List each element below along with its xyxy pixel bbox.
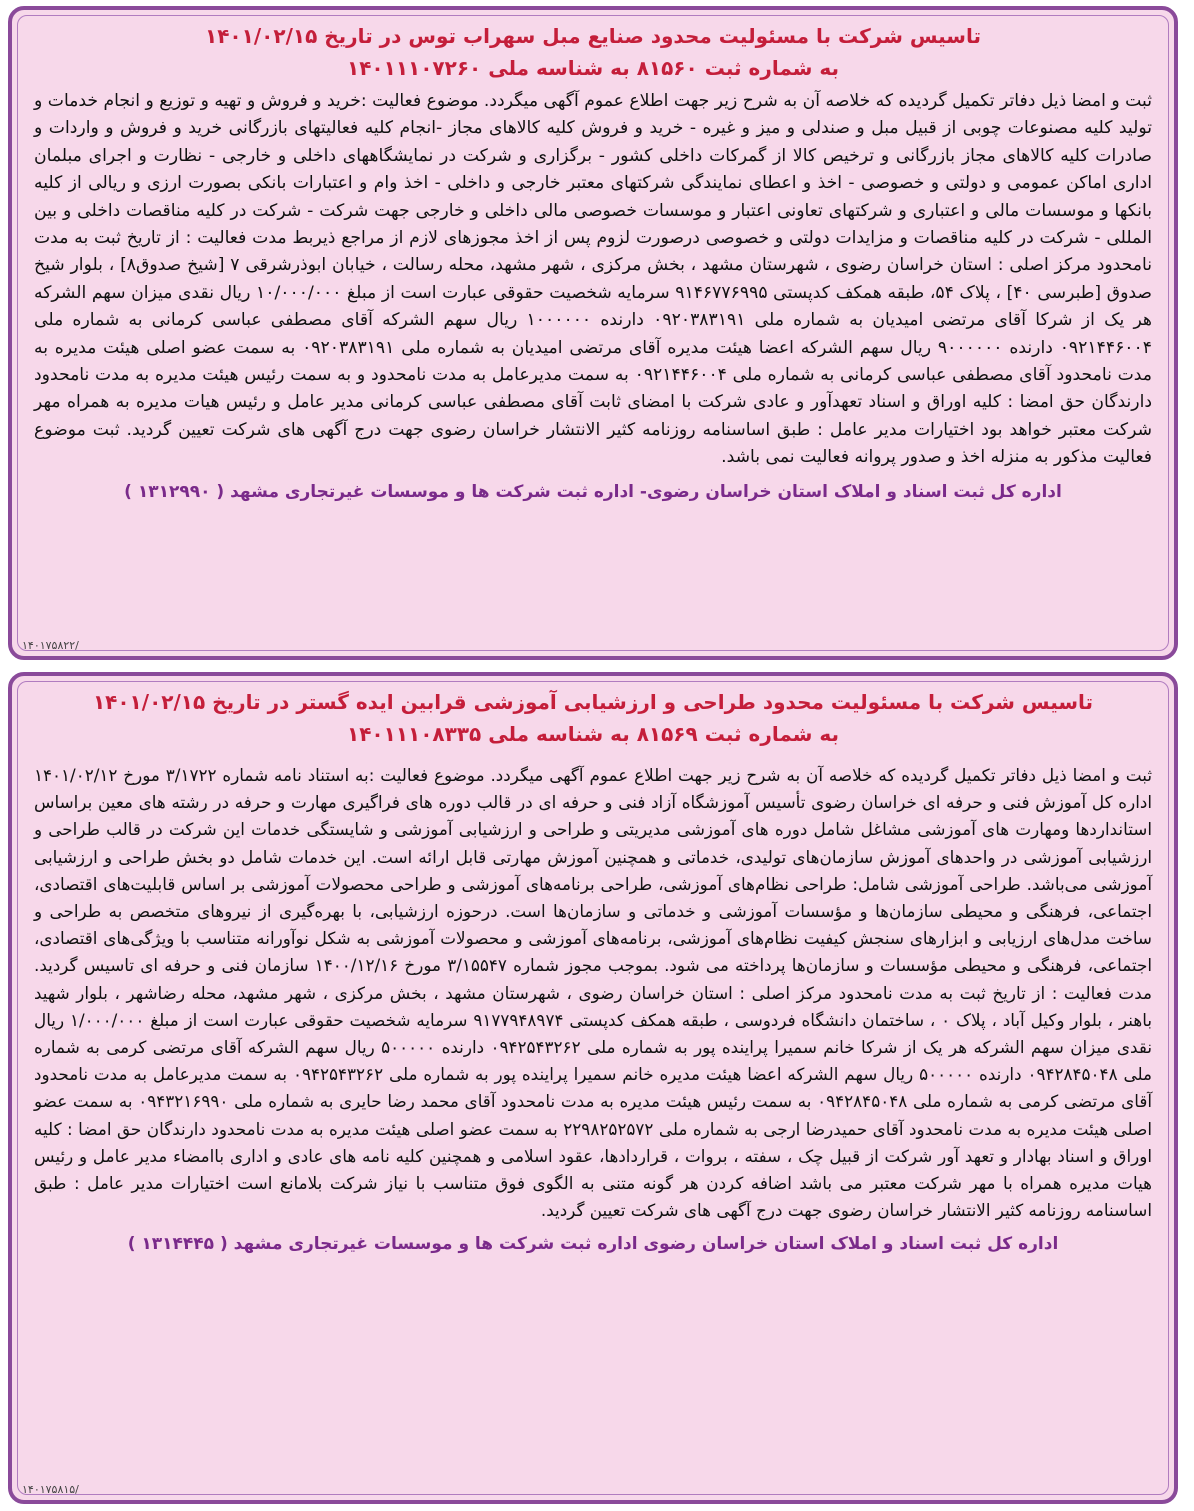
- notice-title-line-2: به شماره ثبت ۸۱۵۶۰ به شناسه ملی ۱۴۰۱۱۱۰۷۲۶۰: [346, 56, 840, 80]
- notice-title: [34, 20, 1152, 84]
- notice-title-line-1: تاسیس شرکت با مسئولیت محدود طراحی و ارزشیابی آموزشی قرابین ایده گستر در تاریخ ۱۴۰۱/۰۲/۱۵: [92, 690, 1094, 714]
- notice-company-registration-1: [8, 6, 1178, 660]
- notice-footer-issuer: اداره کل ثبت اسناد و املاک استان خراسان رضوی- اداره ثبت شرکت ها و موسسات غیرتجاری مشهد ( ۱۳۱۲۹۹۰ ): [124, 481, 1062, 502]
- notice-company-registration-2: [8, 672, 1178, 1504]
- notice-reference-number: ۱۴۰۱۷۵۸۲۲/: [22, 639, 79, 652]
- notice-body: ثبت و امضا ذیل دفاتر تکمیل گردیده که خلاصه آن به شرح زیر جهت اطلاع عموم آگهی میگردد. موضوع فعالیت :به استناد نامه شماره ۳/۱۷۲۲ مورخ ۱۴۰۱/۰۲/۱۲ اداره کل آموزش فنی و حرفه ای خراسان رضوی تأسیس آموزشگاه آزاد فنی و حرفه ای در قالب دوره های فراگیری مهارت و حرفه در رشته های معین براساس استانداردها ومهارت های آموزشی مشاغل شامل دوره های آموزشی مدیریتی و طراحی و ارزشیابی آموزشی و شایستگی خدمات این شرکت در قالب طراحی و ارزشیابی آموزشی در واحدهای آموزش سازمان‌های تولیدی، خدماتی و همچنین آموزش مهارتی قابل ارائه است. این خدمات شامل دو بخش طراحی و ارزشیابی آموزشی می‌باشد. طراحی آموزشی شامل: طراحی نظام‌های آموزشی، طراحی برنامه‌های آموزشی و طراحی محصولات آموزشی بر اساس قابلیت‌های اقتصادی، اجتماعی، فرهنگی و محیطی سازمان‌ها و مؤسسات آموزشی و خدماتی و سازمان‌ها است. درحوزه ارزشیابی، با بهره‌گیری از نیروهای متخصص به طراحی و ساخت مدل‌های ارزیابی و ابزارهای سنجش کیفیت نظام‌های آموزشی، برنامه‌های آموزشی و محصولات آموزشی به شکل نوآورانه متناسب با ویژگی‌های اقتصادی، اجتماعی، فرهنگی و محیطی مؤسسات و سازمان‌ها پرداخته می شود. بموجب مجوز شماره ۳/۱۵۵۴۷ مورخ ۱۴۰۰/۱۲/۱۶ سازمان فنی و حرفه ای تاسیس گردید. مدت فعالیت : از تاریخ ثبت به مدت نامحدود مرکز اصلی : استان خراسان رضوی ، شهرستان مشهد ، بخش مرکزی ، شهر مشهد، محله رضاشهر ، بلوار شهید باهنر ، بلوار وکیل آباد ، پلاک ۰ ، ساختمان دانشگاه فردوسی ، طبقه همکف کدپستی ۹۱۷۷۹۴۸۹۷۴ سرمایه شخصیت حقوقی عبارت است از مبلغ ۱/۰۰۰/۰۰۰ ریال نقدی میزان سهم الشرکه هر یک از شرکا خانم سمیرا پراینده پور به شماره ملی ۰۹۴۲۵۴۳۲۶۲ دارنده ۵۰۰۰۰۰ ریال سهم الشرکه آقای مرتضی کرمی به شماره ملی ۰۹۴۲۸۴۵۰۴۸ دارنده ۵۰۰۰۰۰ ریال سهم الشرکه اعضا هیئت مدیره خانم سمیرا پراینده پور به شماره ملی ۰۹۴۲۵۴۳۲۶۲ به سمت مدیرعامل به مدت نامحدود آقای مرتضی کرمی به شماره ملی ۰۹۴۲۸۴۵۰۴۸ به سمت رئیس هیئت مدیره به مدت نامحدود آقای محمد رضا حایری به شماره ملی ۰۹۴۳۲۱۶۹۹۰ به سمت عضو اصلی هیئت مدیره به مدت نامحدود آقای حمیدرضا ارجی به شماره ملی ۲۲۹۸۲۵۲۵۷۲ به سمت عضو اصلی هیئت مدیره به مدت نامحدود دارندگان حق امضا : کلیه اوراق و اسناد بهادار و تعهد آور شرکت از قبیل چک ، سفته ، بروات ، قراردادها، عقود اسلامی و همچنین کلیه نامه های عادی و اداری باامضاء مدیر عامل و رئیس هیات مدیره همراه با مهر شرکت معتبر می باشد اضافه کردن هر گونه متنی به الگوی فوق متناسب با نیاز شرکت بلامانع است اختیارات مدیر عامل : طبق اساسنامه روزنامه کثیر الانتشار خراسان رضوی جهت درج آگهی های شرکت تعیین گردید.: [34, 765, 1153, 1221]
- notice-title-line-1: تاسیس شرکت با مسئولیت محدود صنایع مبل سهراب توس در تاریخ ۱۴۰۱/۰۲/۱۵: [205, 24, 981, 48]
- notice-footer-issuer: اداره کل ثبت اسناد و املاک استان خراسان رضوی اداره ثبت شرکت ها و موسسات غیرتجاری مشهد ( ۱۳۱۴۴۴۵ ): [127, 1234, 1059, 1255]
- notice-title-line-2: به شماره ثبت ۸۱۵۶۹ به شناسه ملی ۱۴۰۱۱۱۰۸۳۳۵: [346, 722, 840, 746]
- notice-body: ثبت و امضا ذیل دفاتر تکمیل گردیده که خلاصه آن به شرح زیر جهت اطلاع عموم آگهی میگردد. موضوع فعالیت :خرید و فروش و تهیه و توزیع و انجام خدمات و تولید کلیه مصنوعات چوبی از قبیل مبل و صندلی و میز و غیره - خرید و فروش کلیه کالاهای مجاز -انجام کلیه فعالیتهای بازرگانی خرید و فروش و واردات و صادرات کلیه کالاهای مجاز بازرگانی و ترخیص کالا از گمرکات داخلی کشور - برگزاری و شرکت در نمایشگاههای داخلی و خارجی - نظارت و اجرای مبلمان اداری اماکن عمومی و دولتی و خصوصی - اخذ و اعطای نمایندگی شرکتهای معتبر خارجی و داخلی - اخذ وام و اعتبارات بانکی بصورت ارزی و ریالی از کلیه بانکها و موسسات مالی و اعتباری و شرکتهای تعاونی اعتبار و موسسات خصوصی مالی داخلی و خارجی جهت شرکت - شرکت در کلیه مناقصات داخلی و بین المللی - شرکت در کلیه مناقصات و مزایدات دولتی و خصوصی درصورت لزوم پس از اخذ مجوزهای لازم از مراجع ذیربط مدت فعالیت : از تاریخ ثبت به مدت نامحدود مرکز اصلی : استان خراسان رضوی ، شهرستان مشهد ، بخش مرکزی ، شهر مشهد، محله رسالت ، خیابان ابوذرشرقی ۷ [شیخ صدوق۸] ، بلوار شیخ صدوق [طبرسی ۴۰] ، پلاک ۵۴، طبقه همکف کدپستی ۹۱۴۶۷۷۶۹۹۵ سرمایه شخصیت حقوقی عبارت است از مبلغ ۱۰/۰۰۰/۰۰۰ ریال نقدی میزان سهم الشرکه هر یک از شرکا آقای مرتضی امیدیان به شماره ملی ۰۹۲۰۳۸۳۱۹۱ دارنده ۱۰۰۰۰۰۰ ریال سهم الشرکه آقای مصطفی عباسی کرمانی به شماره ملی ۰۹۲۱۴۴۶۰۰۴ دارنده ۹۰۰۰۰۰۰ ریال سهم الشرکه اعضا هیئت مدیره آقای مرتضی امیدیان به شماره ملی ۰۹۲۰۳۸۳۱۹۱ به سمت عضو اصلی هیئت مدیره به مدت نامحدود آقای مصطفی عباسی کرمانی به شماره ملی ۰۹۲۱۴۴۶۰۰۴ به سمت مدیرعامل به مدت نامحدود و به سمت رئیس هیئت مدیره به مدت نامحدود دارندگان حق امضا : کلیه اوراق و اسناد تعهدآور و عادی شرکت با امضای ثابت آقای مصطفی عباسی کرمانی مدیر عامل و رئیس هیات مدیره به همراه مهر شرکت معتبر خواهد بود اختیارات مدیر عامل : طبق اساسنامه روزنامه کثیر الانتشار خراسان رضوی جهت درج آگهی های شرکت تعیین گردید. ثبت موضوع فعالیت مذکور به منزله اخذ و صدور پروانه فعالیت نمی باشد.: [34, 91, 1153, 468]
- notice-title: [34, 686, 1152, 750]
- notice-reference-number: ۱۴۰۱۷۵۸۱۵/: [22, 1483, 79, 1496]
